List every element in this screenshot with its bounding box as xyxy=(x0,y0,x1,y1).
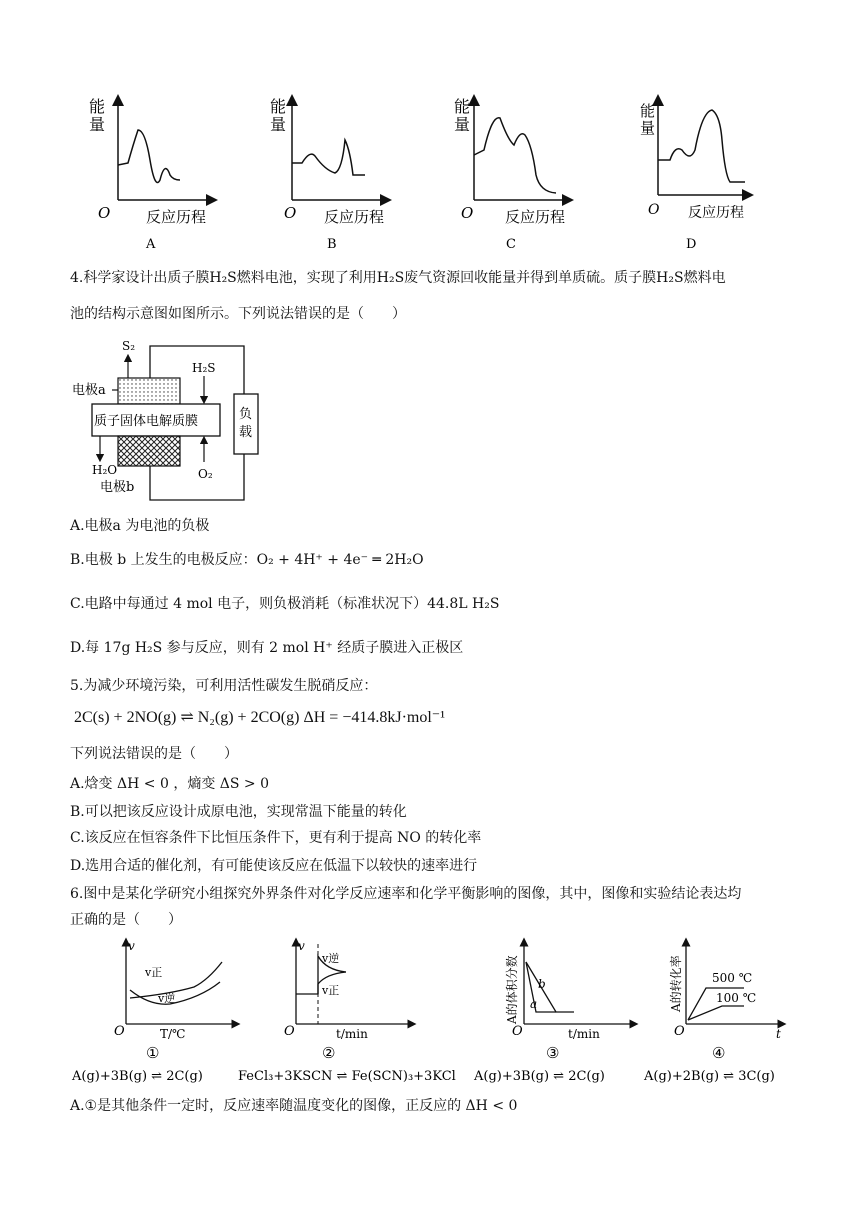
y-label-bottom: 量 xyxy=(89,115,106,134)
energy-curve-c xyxy=(474,118,556,193)
g2-num: ② xyxy=(322,1044,336,1062)
g1-num: ① xyxy=(146,1044,160,1062)
x-label: 反应历程 xyxy=(324,208,385,226)
g1-origin: O xyxy=(114,1024,125,1039)
g4-num: ④ xyxy=(712,1044,726,1062)
origin-label: O xyxy=(98,204,111,222)
q6-stem-line1: 6.图中是某化学研究小组探究外界条件对化学反应速率和化学平衡影响的图像，其中，图像和实验结论表达均 xyxy=(70,886,742,902)
q4-option-a: A.电极a 为电池的负极 xyxy=(70,518,210,534)
q6-option-a: A.①是其他条件一定时，反应速率随温度变化的图像，正反应的 ΔH < 0 xyxy=(70,1098,518,1114)
g3-rxn: A(g)+3B(g) ⇌ 2C(g) xyxy=(474,1069,605,1084)
caption-b: B xyxy=(327,237,337,252)
x-label: 反应历程 xyxy=(688,205,744,221)
g1-rxn: A(g)+3B(g) ⇌ 2C(g) xyxy=(72,1069,203,1084)
g4-rxn: A(g)+2B(g) ⇌ 3C(g) xyxy=(644,1069,775,1084)
y-label-bottom: 量 xyxy=(270,115,287,134)
energy-diagrams xyxy=(0,0,860,260)
graph-4 xyxy=(643,942,782,1084)
electrode-b-label: 电极b xyxy=(100,480,135,495)
fuel-cell-diagram xyxy=(70,334,280,504)
graph-2 xyxy=(238,939,456,1084)
g4-x: t xyxy=(776,1027,781,1041)
g4-y: A的转化率 xyxy=(669,955,683,1012)
energy-curve-d xyxy=(658,110,745,182)
load-label-1: 负 xyxy=(239,407,253,422)
y-label-bottom: 量 xyxy=(454,115,471,134)
q5-stem: 5.为减少环境污染，可利用活性碳发生脱硝反应： xyxy=(70,678,378,694)
electrode-a xyxy=(118,378,180,404)
g1-curve1: v正 xyxy=(145,966,163,979)
energy-curve-b xyxy=(292,140,365,175)
g2-curve2: v正 xyxy=(322,984,340,997)
g3-y: A的体积分数 xyxy=(505,955,519,1024)
s2-label: S₂ xyxy=(122,339,136,353)
x-label: 反应历程 xyxy=(505,208,566,226)
q4-option-c: C.电路中每通过 4 mol 电子，则负极消耗（标准状况下）44.8L H₂S xyxy=(70,596,500,612)
g2-x: t/min xyxy=(336,1027,368,1041)
g1-x: T/℃ xyxy=(160,1027,186,1041)
y-label-top: 能 xyxy=(270,97,287,116)
g2-origin: O xyxy=(284,1024,295,1039)
q6-graphs-svg xyxy=(60,932,840,1088)
q5-option-a: A.焓变 ΔH < 0 ，熵变 ΔS > 0 xyxy=(70,776,270,792)
g1-curve2: v逆 xyxy=(158,992,176,1005)
g2-curve1: v逆 xyxy=(322,952,340,965)
fuel-cell-svg xyxy=(70,334,280,504)
x-label: 反应历程 xyxy=(146,208,207,226)
graph-1 xyxy=(71,939,236,1084)
electrode-a-label: 电极a xyxy=(72,383,106,398)
energy-diagrams-svg xyxy=(0,0,860,260)
g3-origin: O xyxy=(512,1024,523,1039)
g1-y: v xyxy=(128,939,135,953)
energy-diagram-a xyxy=(89,97,212,252)
g4-origin: O xyxy=(674,1024,685,1039)
energy-diagram-c xyxy=(454,97,568,252)
g3-curve2: a xyxy=(530,997,538,1011)
origin-label: O xyxy=(284,204,297,222)
electrode-b xyxy=(118,436,180,466)
caption-a: A xyxy=(146,237,156,252)
q6-stem-line2: 正确的是（ ） xyxy=(70,912,182,928)
origin-label: O xyxy=(461,204,474,222)
caption-d: D xyxy=(686,237,697,252)
q6-graphs xyxy=(60,932,840,1088)
g2-y: v xyxy=(298,939,305,953)
g3-num: ③ xyxy=(546,1044,560,1062)
load-box xyxy=(234,394,258,454)
h2s-label: H₂S xyxy=(192,361,216,375)
o2-label: O₂ xyxy=(198,467,213,481)
energy-curve-a xyxy=(118,130,180,183)
g2-rxn: FeCl₃+3KSCN ⇌ Fe(SCN)₃+3KCl xyxy=(238,1069,456,1084)
g3-x: t/min xyxy=(568,1027,600,1041)
q5-option-c: C.该反应在恒容条件下比恒压条件下，更有利于提高 NO 的转化率 xyxy=(70,830,482,846)
origin-label: O xyxy=(648,202,660,218)
h2o-label: H₂O xyxy=(92,463,118,477)
caption-c: C xyxy=(506,237,516,252)
membrane-label: 质子固体电解质膜 xyxy=(94,414,199,429)
q5-equation: 2C(s) + 2NO(g) ⇌ N₂(g) + 2CO(g) ΔH = −414.8kJ·mol⁻¹ xyxy=(74,709,446,726)
g4-curve2: 100 ℃ xyxy=(716,991,757,1005)
q5-option-b: B.可以把该反应设计成原电池，实现常温下能量的转化 xyxy=(70,804,407,820)
q4-stem-line1: 4.科学家设计出质子膜H₂S燃料电池，实现了利用H₂S废气资源回收能量并得到单质硫。质子膜H₂S燃料电 xyxy=(70,270,726,286)
load-label-2: 载 xyxy=(239,425,253,440)
graph-3 xyxy=(473,942,634,1084)
q5-prompt: 下列说法错误的是（ ） xyxy=(70,746,238,762)
g4-curve1: 500 ℃ xyxy=(712,971,753,985)
q4-option-b: B.电极 b 上发生的电极反应：O₂ + 4H⁺ + 4e⁻ ═ 2H₂O xyxy=(70,552,424,568)
curve-v-forward xyxy=(130,962,222,998)
energy-diagram-b xyxy=(270,97,386,252)
energy-diagram-d xyxy=(640,100,748,252)
y-label-top: 能 xyxy=(640,102,656,120)
y-label-bottom: 量 xyxy=(640,119,656,137)
y-label-top: 能 xyxy=(454,97,471,116)
q4-option-d: D.每 17g H₂S 参与反应，则有 2 mol H⁺ 经质子膜进入正极区 xyxy=(70,640,464,656)
q5-option-d: D.选用合适的催化剂，有可能使该反应在低温下以较快的速率进行 xyxy=(70,858,478,874)
g3-curve1: b xyxy=(538,977,546,991)
q4-stem-line2: 池的结构示意图如图所示。下列说法错误的是（ ） xyxy=(70,306,406,322)
y-label-top: 能 xyxy=(89,97,106,116)
curve-100 xyxy=(688,1006,744,1020)
